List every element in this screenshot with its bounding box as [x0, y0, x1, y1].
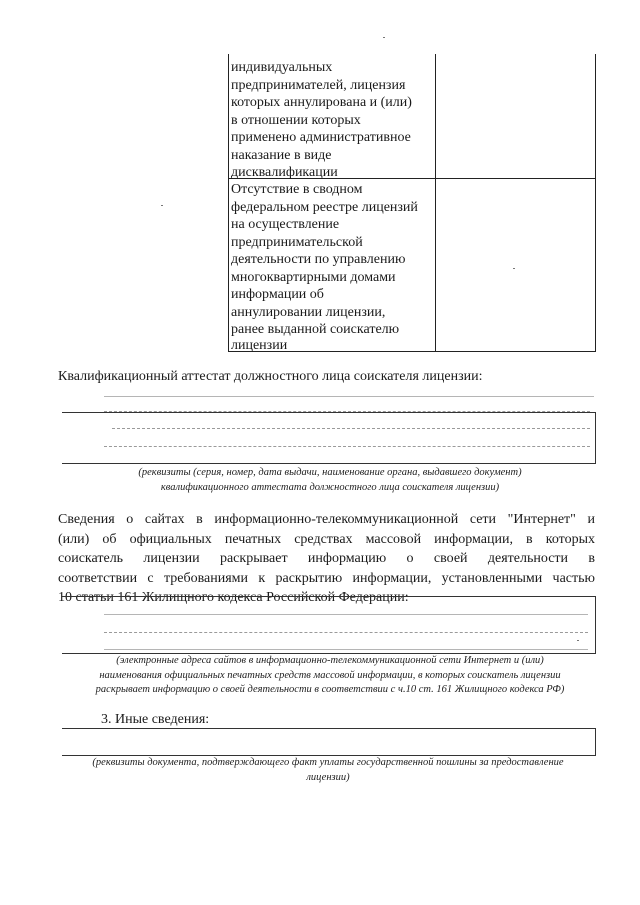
paragraph-line: соответствии с требованиями к раскрытию информации, установленными частью	[58, 570, 595, 586]
table-cell-line: индивидуальных	[231, 60, 333, 75]
table-cell-line: информации об	[231, 287, 324, 302]
table-cell-line: в отношении которых	[231, 112, 361, 128]
table-cell-line: дисквалификации	[231, 165, 338, 180]
scan-speck	[383, 37, 385, 38]
table-cell-line: на осуществление	[231, 217, 340, 232]
table-border-right	[595, 54, 596, 352]
table-cell-line: предпринимателей, лицензия	[231, 77, 406, 93]
paragraph-line: Сведения о сайтах в информационно-телекоммуникационной сети "Интернет" и	[58, 512, 595, 527]
websites-paragraph	[58, 510, 595, 608]
table-cell-line: наказание в виде	[231, 147, 332, 163]
table-cell-line: применено административное	[231, 130, 411, 145]
other-info-heading: 3. Иные сведения:	[101, 712, 210, 727]
caption-line: (реквизиты (серия, номер, дата выдачи, наименование органа, выдавшего документ)	[138, 467, 522, 478]
qualification-caption	[70, 466, 590, 495]
other-info-input-box[interactable]	[62, 728, 596, 756]
websites-caption	[60, 654, 600, 698]
table-cell-line: лицензии	[231, 338, 288, 353]
scan-speck	[577, 640, 579, 641]
table-border-left	[228, 54, 229, 352]
table-cell-line: многоквартирными домами	[231, 269, 396, 285]
caption-line: раскрывает информацию о своей деятельности в соответствии с ч.10 ст. 161 Жилищного кодекса РФ)	[95, 684, 565, 695]
table-cell-line: аннулировании лицензии,	[231, 304, 386, 320]
qualification-input-box[interactable]	[62, 412, 596, 464]
paragraph-line: 10 статьи 161 Жилищного кодекса Российской Федерации:	[58, 590, 409, 605]
paragraph-line: (или) об официальных печатных средствах массовой информации, в которых	[58, 531, 595, 547]
paragraph-line: соискатель лицензии раскрывает информацию о своей деятельности в	[58, 551, 595, 566]
qualification-heading: Квалификационный аттестат должностного лица соискателя лицензии:	[58, 369, 483, 384]
table-cell-line: ранее выданной соискателю	[231, 322, 400, 337]
caption-line: квалификационного аттестата должностного лица соискателя лицензии)	[160, 481, 500, 493]
caption-line: (электронные адреса сайтов в информационно-телекоммуникационной сети Интернет и (или)	[116, 655, 544, 666]
table-border-middle	[435, 54, 436, 352]
caption-line: (реквизиты документа, подтверждающего факт уплаты государственной пошлины за предоставление	[92, 757, 564, 768]
websites-input-box[interactable]	[62, 596, 596, 654]
caption-line: наименования официальных печатных средств массовой информации, в которых соискатель лицензии	[99, 669, 561, 681]
fill-line	[104, 396, 594, 397]
table-cell-line: деятельности по управлению	[231, 252, 406, 267]
table-cell-line: федеральном реестре лицензий	[231, 199, 418, 215]
scan-speck	[513, 268, 515, 269]
caption-line: лицензии)	[306, 771, 350, 783]
table-cell-line: предпринимательской	[231, 234, 363, 250]
other-info-caption	[58, 756, 598, 785]
table-cell-line: которых аннулирована и (или)	[231, 95, 412, 110]
table-cell-line: Отсутствие в сводном	[231, 182, 363, 197]
scan-speck	[161, 205, 163, 206]
